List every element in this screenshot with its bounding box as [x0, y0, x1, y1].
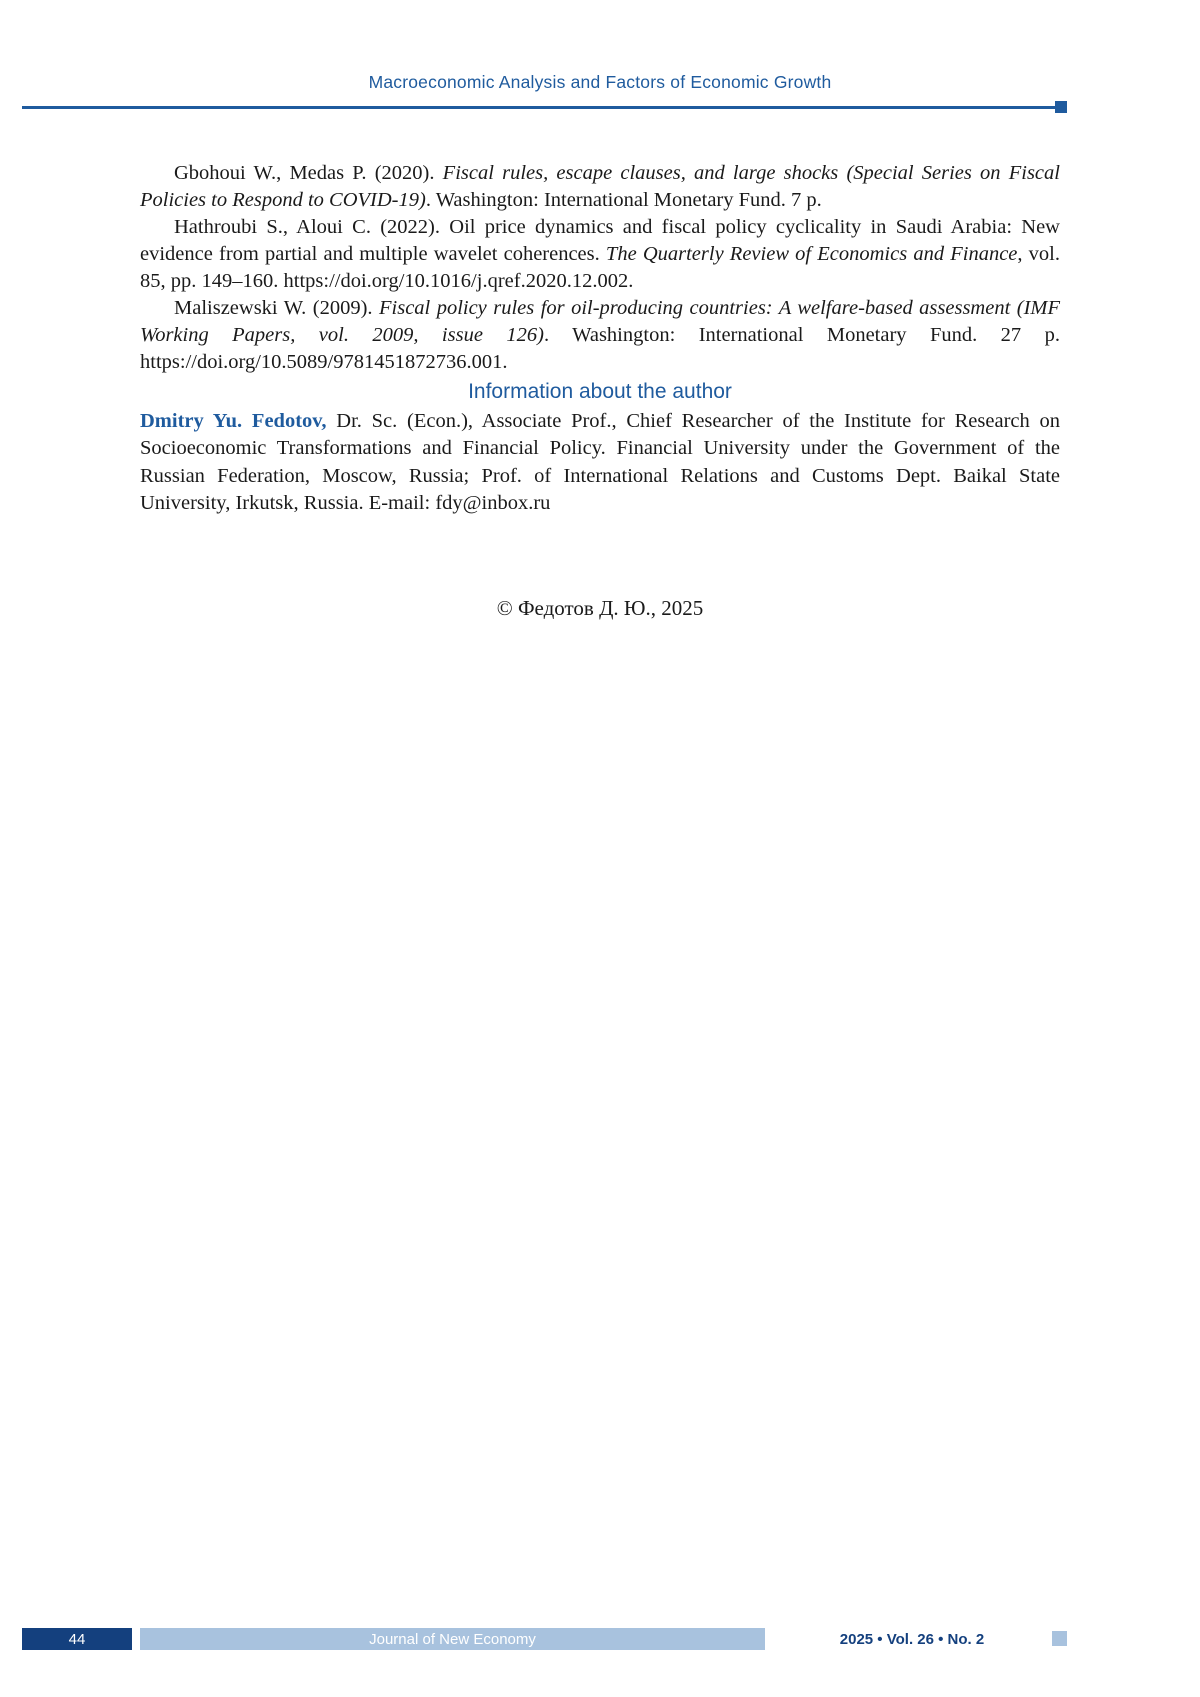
reference-text-run: Gbohoui W., Medas P. (2020).: [174, 162, 443, 184]
footer-issue-info: 2025 • Vol. 26 • No. 2: [839, 1630, 985, 1648]
reference-text-run: Fiscal policy rules for oil-producing countries: A welfare-based assessment (IMF Working Papers, vol. 2009, issue 126): [140, 297, 1060, 347]
footer-page-number: 44: [22, 1628, 132, 1650]
author-details: Dr. Sc. (Econ.), Associate Prof., Chief Researcher of the Institute for Research on Socioeconomic Transformations and Financial Policy. Financial University under the Government of the Russian Federation, Moscow, Russia; Prof. of International Relations and Customs Dept. Baikal State University, Irkutsk, Russia. E-mail: fdy@inbox.ru: [140, 410, 1060, 514]
reference-text-run: Maliszewski W. (2009).: [174, 297, 379, 320]
footer-journal-title: Journal of New Economy: [140, 1628, 765, 1650]
reference-item: [140, 214, 1060, 295]
reference-item: [140, 295, 1060, 376]
author-info: [140, 408, 1060, 517]
reference-text-run: . Washington: International Monetary Fund. 27 p. https://doi.org/10.5089/9781451872736.001.: [140, 324, 1060, 374]
reference-text-run: Fiscal rules, escape clauses, and large shocks (Special Series on Fiscal Policies to Respond to COVID-19): [140, 162, 1060, 212]
header-rule: [22, 106, 1062, 109]
footer-square: [1052, 1631, 1067, 1646]
page-footer: [22, 1628, 1067, 1650]
running-head: Macroeconomic Analysis and Factors of Economic Growth: [368, 72, 832, 92]
reference-text-run: . Washington: International Monetary Fund. 7 p.: [425, 189, 822, 212]
reference-item: [140, 160, 1060, 214]
reference-text-run: , vol. 85, pp. 149–160. https://doi.org/10.1016/j.qref.2020.12.002.: [140, 243, 1060, 293]
reference-text-run: The Quarterly Review of Economics and Finance: [605, 243, 1018, 266]
section-heading-author-info: Information about the author: [468, 380, 732, 403]
author-name: Dmitry Yu. Fedotov,: [140, 410, 327, 432]
references-list: [140, 160, 1060, 376]
copyright-line: © Федотов Д. Ю., 2025: [496, 596, 704, 620]
header-rule-square: [1055, 101, 1067, 113]
reference-text-run: Hathroubi S., Aloui C. (2022). Oil price dynamics and fiscal policy cyclicality in Saudi Arabia: New evidence from partial and multiple wavelet coherences.: [140, 216, 1060, 266]
